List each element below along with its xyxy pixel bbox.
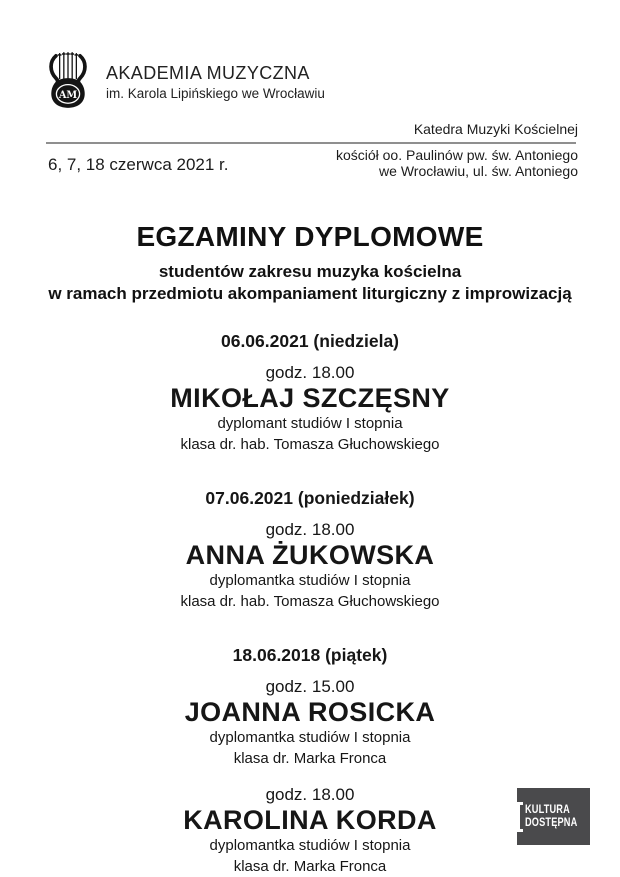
student-degree: dyplomant studiów I stopnia <box>217 415 403 433</box>
student-name: JOANNA ROSICKA <box>184 696 436 727</box>
page-title: EGZAMINY DYPLOMOWE <box>136 221 484 253</box>
kultura-dostepna-label <box>525 804 577 829</box>
event-dates: 6, 7, 18 czerwca 2021 r. <box>48 155 229 174</box>
exam-time: godz. 15.00 <box>265 676 355 696</box>
venue <box>336 146 578 179</box>
title-block <box>0 221 620 305</box>
kd-line-1: KULTURA <box>524 804 570 817</box>
lyre-logo-icon <box>42 48 94 112</box>
session-2 <box>0 488 620 612</box>
student-name: MIKOŁAJ SZCZĘSNY <box>170 382 450 413</box>
department-name: Katedra Muzyki Kościelnej <box>413 121 578 137</box>
academy-name: AKADEMIA MUZYCZNA <box>106 63 310 84</box>
academy-title-block <box>106 59 325 100</box>
student-degree: dyplomantka studiów I stopnia <box>209 572 411 590</box>
student-class: klasa dr. Marka Fronca <box>233 857 387 875</box>
kultura-dostepna-logo <box>517 788 590 845</box>
academy-subtitle: im. Karola Lipińskiego we Wrocławiu <box>106 85 325 101</box>
student-class: klasa dr. hab. Tomasza Głuchowskiego <box>180 436 440 454</box>
student-name: KAROLINA KORDA <box>183 804 437 835</box>
exam-entry <box>0 363 620 455</box>
student-degree: dyplomantka studiów I stopnia <box>209 836 411 854</box>
session-date: 06.06.2021 (niedziela) <box>220 330 400 351</box>
student-degree: dyplomantka studiów I stopnia <box>209 729 411 746</box>
logo-monogram: AM <box>58 90 78 102</box>
subtitle-line-1: studentów zakresu muzyka kościelna <box>158 262 462 282</box>
bracket-icon <box>517 802 523 832</box>
header <box>0 0 620 179</box>
page-subtitle <box>0 261 620 305</box>
student-class: klasa dr. hab. Tomasza Głuchowskiego <box>180 592 440 610</box>
exam-time: godz. 18.00 <box>265 784 355 804</box>
exam-time: godz. 18.00 <box>265 519 355 539</box>
session-1 <box>0 331 620 455</box>
student-name: ANNA ŻUKOWSKA <box>185 539 435 570</box>
header-meta <box>42 146 578 179</box>
academy-brand <box>42 48 578 112</box>
exam-entry <box>0 677 620 769</box>
session-date: 07.06.2021 (poniedziałek) <box>205 487 415 508</box>
venue-line-1: kościół oo. Paulinów pw. św. Antoniego <box>335 147 578 163</box>
subtitle-line-2: w ramach przedmiotu akompaniament liturgiczny z improwizacją <box>48 284 572 304</box>
student-class: klasa dr. Marka Fronca <box>233 749 387 767</box>
header-divider <box>46 142 576 144</box>
session-date: 18.06.2018 (piątek) <box>232 644 388 665</box>
venue-line-2: we Wrocławiu, ul. św. Antoniego <box>379 163 578 180</box>
exam-time: godz. 18.00 <box>265 362 355 382</box>
exam-entry <box>0 520 620 612</box>
kd-line-2: DOSTĘPNA <box>524 816 577 829</box>
